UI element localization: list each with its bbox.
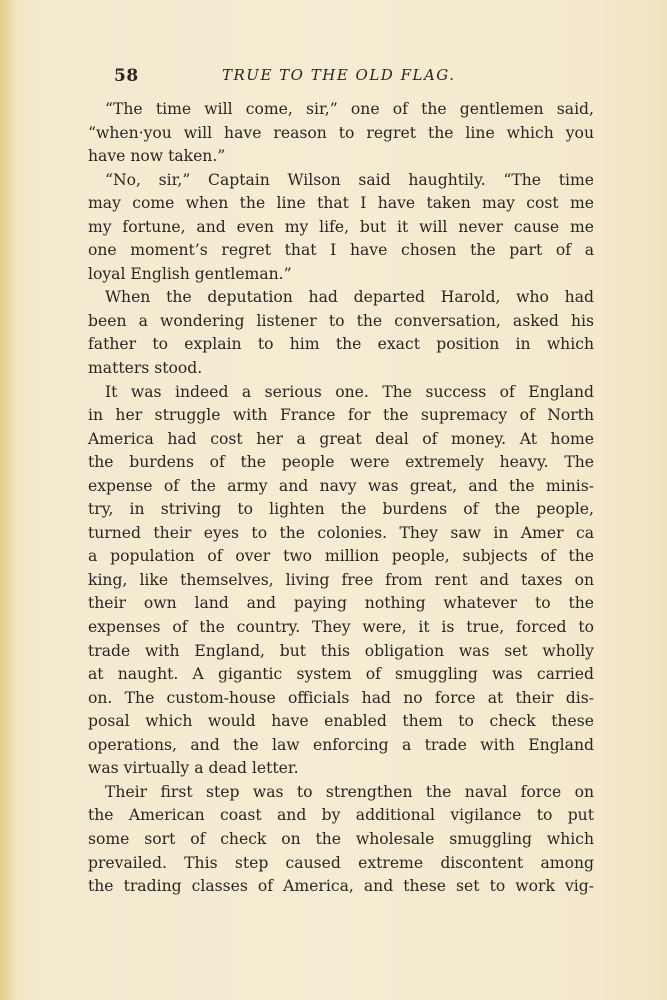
text-line: expense of the army and navy was great, and the minis- xyxy=(88,476,594,495)
text-line: some sort of check on the wholesale smuggling which xyxy=(88,829,594,848)
text-line: “No, sir,” Captain Wilson said haughtily. “The time xyxy=(105,170,594,189)
text-line: Their first step was to strengthen the naval force on xyxy=(105,782,594,801)
text-line: their own land and paying nothing whatever to the xyxy=(88,594,594,613)
text-line: America had cost her a great deal of money. At home xyxy=(88,429,594,448)
text-line: at naught. A gigantic system of smuggling was carried xyxy=(88,665,594,684)
page-binding-edge xyxy=(0,0,16,1000)
text-line: trade with England, but this obligation was set wholly xyxy=(88,641,594,660)
text-line: a population of over two million people, subjects of the xyxy=(88,547,594,566)
text-line: may come when the line that I have taken may cost me xyxy=(88,194,594,213)
text-line: the burdens of the people were extremely heavy. The xyxy=(88,453,594,472)
text-line: “when·you will have reason to regret the line which you xyxy=(88,123,594,142)
text-line: king, like themselves, living free from rent and taxes on xyxy=(88,570,594,589)
text-line: turned their eyes to the colonies. They saw in Amer ca xyxy=(88,523,594,542)
text-line: operations, and the law enforcing a trade with England xyxy=(88,735,594,754)
text-line: It was indeed a serious one. The success of England xyxy=(105,382,594,401)
text-line: the American coast and by additional vigilance to put xyxy=(88,806,594,825)
text-line: on. The custom-house officials had no force at their dis- xyxy=(88,688,594,707)
text-line: loyal English gentleman.” xyxy=(88,264,292,283)
text-line: have now taken.” xyxy=(88,147,226,166)
text-line: my fortune, and even my life, but it will never cause me xyxy=(88,217,594,236)
page-number: 58 xyxy=(114,66,139,86)
text-line: expenses of the country. They were, it is true, forced to xyxy=(88,618,594,637)
text-line: “The time will come, sir,” one of the gentlemen said, xyxy=(105,100,594,118)
text-line: the trading classes of America, and these set to work vig- xyxy=(88,877,594,896)
text-line: been a wondering listener to the conversation, asked his xyxy=(88,311,594,330)
page-header xyxy=(114,66,594,90)
text-line: one moment’s regret that I have chosen the part of a xyxy=(88,241,594,260)
body-text xyxy=(88,98,594,899)
text-line: was virtually a dead letter. xyxy=(88,759,299,778)
text-line: When the deputation had departed Harold, who had xyxy=(105,288,594,307)
text-line: in her struggle with France for the supremacy of North xyxy=(88,406,594,425)
text-line: matters stood. xyxy=(88,359,203,378)
text-line: prevailed. This step caused extreme discontent among xyxy=(88,853,594,872)
text-line: try, in striving to lighten the burdens of the people, xyxy=(88,500,594,519)
text-line: father to explain to him the exact position in which xyxy=(88,335,594,354)
running-title: TRUE TO THE OLD FLAG. xyxy=(222,66,456,84)
text-line: posal which would have enabled them to check these xyxy=(88,712,594,731)
